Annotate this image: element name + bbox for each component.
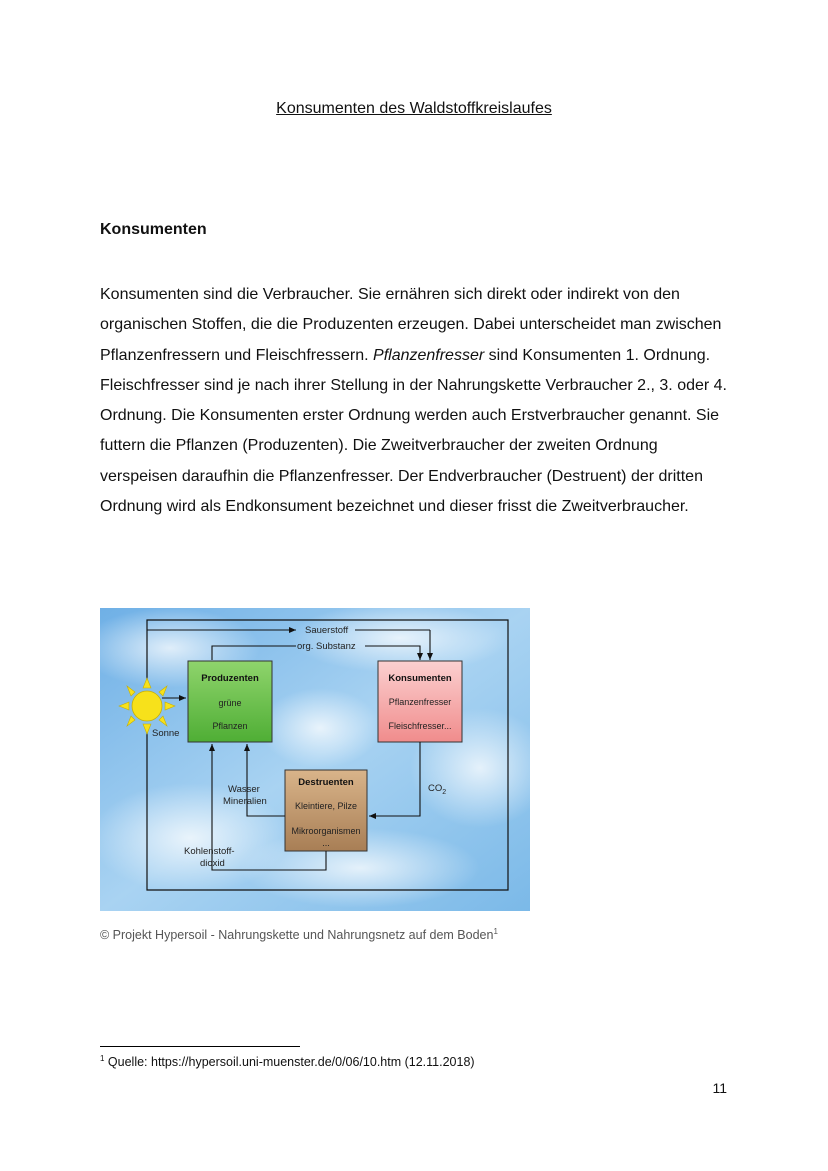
page-number: 11 [712, 1080, 727, 1096]
produzenten-line1: grüne [218, 698, 242, 708]
destruenten-line3: ... [322, 838, 330, 848]
konsumenten-title: Konsumenten [388, 673, 452, 684]
destruenten-title: Destruenten [298, 777, 354, 788]
sauerstoff-label: Sauerstoff [305, 625, 349, 636]
paragraph-text-2: sind Konsumenten 1. Ordnung. Fleischfresser sind je nach ihrer Stellung in der Nahrungskette Verbraucher 2., 3. oder 4. Ordnung. Die Konsumenten erster Ordnung werden auch Erstverbraucher genannt. Sie futtern die Pflanzen (Produzenten). Die Zweitverbraucher der zweiten Ordnung verspeisen daraufhin die Pflanzenfresser. Der Endverbraucher (Destruent) der dritten Ordnung wird als Endkonsument bezeichnet und dieser frisst die Zweitverbraucher. [100, 346, 727, 516]
konsumenten-line1: Pflanzenfresser [388, 697, 452, 707]
produzenten-box [188, 661, 272, 742]
footnote-marker: 1 [100, 1054, 105, 1063]
sun-label: Sonne [152, 728, 180, 739]
produzenten-title: Produzenten [201, 673, 259, 684]
body-paragraph [100, 280, 730, 522]
destruenten-line1: Kleintiere, Pilze [294, 801, 358, 811]
destruenten-line2: Mikroorganismen [291, 826, 361, 836]
footnote-separator [100, 1046, 300, 1047]
produzenten-line2: Pflanzen [212, 721, 248, 731]
paragraph-italic-term: Pflanzenfresser [373, 346, 485, 364]
destruenten-box [285, 770, 367, 851]
konsumenten-box [378, 661, 462, 742]
org-substanz-label: org. Substanz [297, 641, 356, 652]
co2-subscript: 2 [442, 789, 447, 796]
figure-caption [100, 927, 498, 942]
paragraph-text-1: Konsumenten sind die Verbraucher. Sie ernähren sich direkt oder indirekt von den organischen Stoffen, die die Produzenten erzeugen. Dabei unterscheidet man zwischen Pflanzenfressern und Fleischfressern. [100, 286, 722, 364]
section-heading: Konsumenten [100, 221, 207, 238]
footnote-text: Quelle: https://hypersoil.uni-muenster.de/0/06/10.htm (12.11.2018) [104, 1055, 475, 1070]
kohlenstoff-label-1: Kohlenstoff- [184, 846, 235, 857]
nutrient-cycle-diagram [100, 608, 530, 911]
konsumenten-line2: Fleischfresser... [388, 721, 452, 731]
kohlenstoff-label-2: dioxid [200, 858, 225, 869]
mineralien-label: Mineralien [223, 796, 267, 807]
caption-text: © Projekt Hypersoil - Nahrungskette und Nahrungsnetz auf dem Boden [100, 928, 494, 943]
caption-footnote-ref: 1 [493, 927, 498, 936]
wasser-label: Wasser [228, 784, 260, 795]
page-title: Konsumenten des Waldstoffkreislaufes [276, 100, 552, 117]
co2-label: CO [428, 783, 443, 794]
sun-icon [119, 678, 175, 734]
footnote [100, 1054, 475, 1069]
